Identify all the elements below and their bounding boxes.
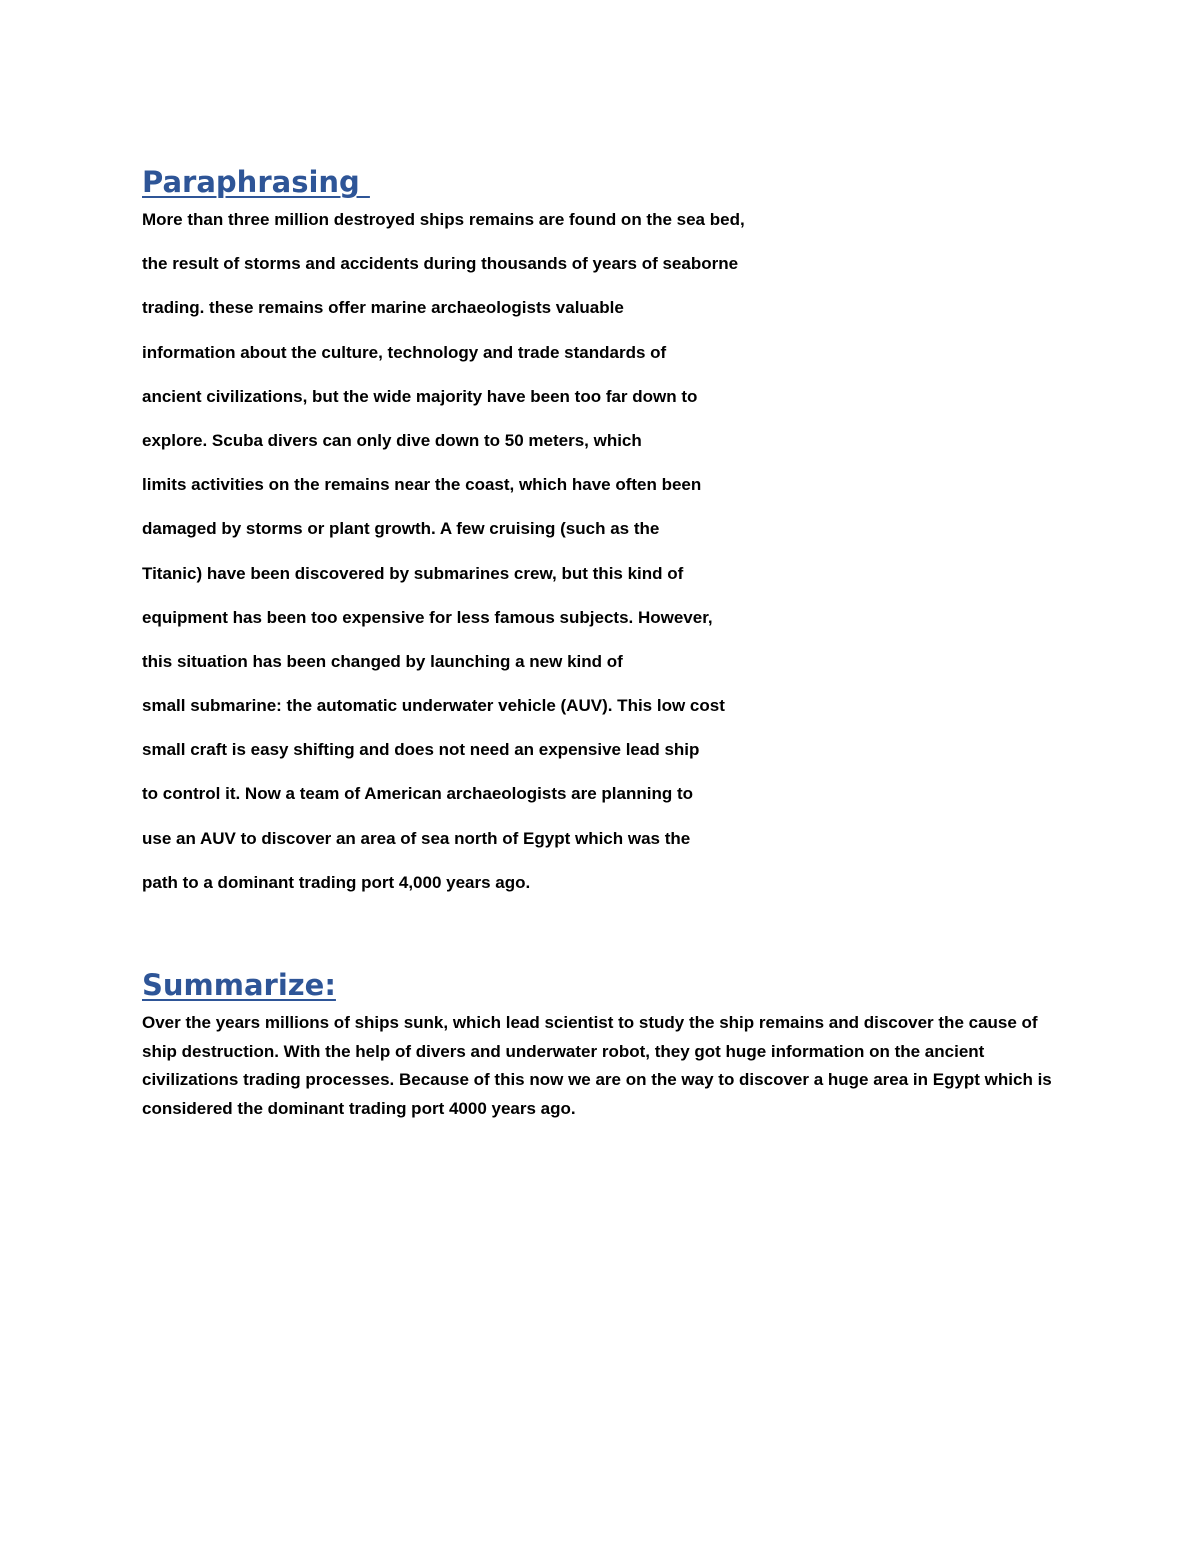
paraphrasing-line: small submarine: the automatic underwater vehicle (AUV). This low cost: [142, 696, 725, 716]
paraphrasing-line: to control it. Now a team of American archaeologists are planning to: [142, 784, 694, 804]
paraphrasing-line: use an AUV to discover an area of sea north of Egypt which was the: [142, 828, 691, 848]
paraphrasing-line: ancient civilizations, but the wide majority have been too far down to: [142, 386, 698, 406]
paraphrasing-line: explore. Scuba divers can only dive down to 50 meters, which: [142, 430, 642, 450]
paraphrasing-body: [142, 210, 1082, 917]
paraphrasing-line: equipment has been too expensive for less famous subjects. However,: [142, 607, 713, 627]
paraphrasing-line: the result of storms and accidents during thousands of years of seaborne: [142, 254, 739, 274]
paraphrasing-line: Titanic) have been discovered by submarines crew, but this kind of: [142, 563, 684, 583]
paraphrasing-line: small craft is easy shifting and does not need an expensive lead ship: [142, 740, 700, 760]
paraphrasing-line: information about the culture, technology and trade standards of: [142, 342, 667, 362]
paraphrasing-line: limits activities on the remains near the coast, which have often been: [142, 475, 702, 495]
paraphrasing-line: path to a dominant trading port 4,000 years ago.: [142, 872, 531, 892]
paraphrasing-heading: Paraphrasing: [142, 165, 370, 199]
document-content: [142, 162, 1082, 1123]
summarize-paragraph: Over the years millions of ships sunk, which lead scientist to study the ship remains and discover the cause of ship destruction. With the help of divers and underwater robot, they got huge information on the ancient civilizations trading processes. Because of this now we are on the way to discover a huge area in Egypt which is considered the dominant trading port 4000 years ago.: [142, 1013, 1052, 1118]
paraphrasing-line: More than three million destroyed ships remains are found on the sea bed,: [142, 210, 745, 229]
paraphrasing-line: trading. these remains offer marine archaeologists valuable: [142, 298, 624, 318]
paraphrasing-line: damaged by storms or plant growth. A few cruising (such as the: [142, 519, 660, 539]
paraphrasing-line: this situation has been changed by launching a new kind of: [142, 651, 623, 671]
summarize-heading: Summarize:: [142, 968, 336, 1002]
